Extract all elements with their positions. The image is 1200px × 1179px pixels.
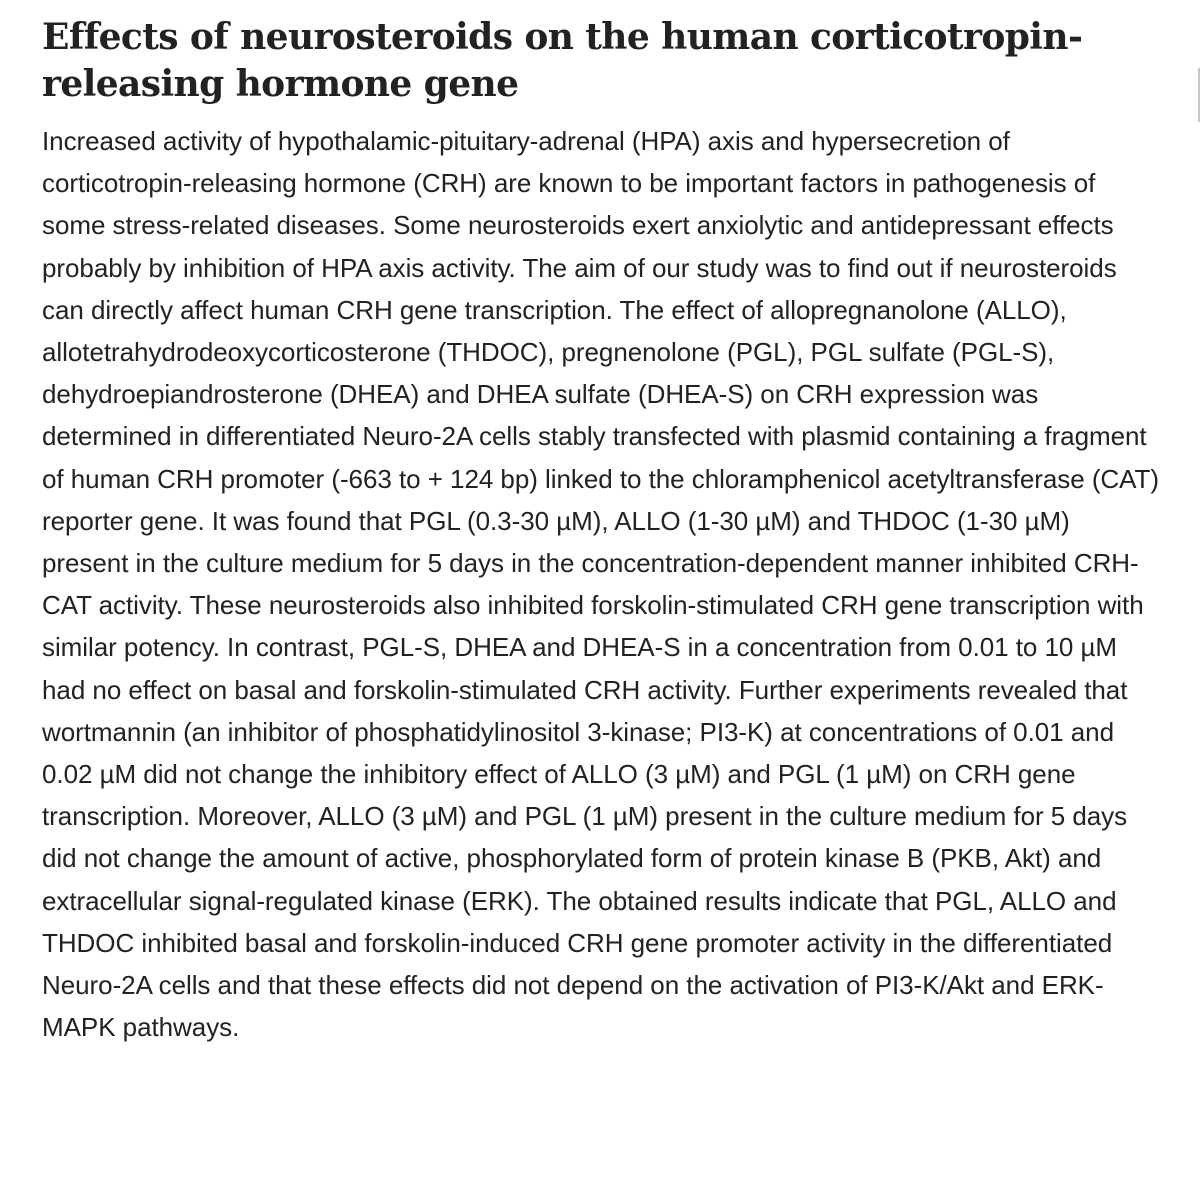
article — [42, 14, 1162, 1048]
article-abstract: Increased activity of hypothalamic-pituitary-adrenal (HPA) axis and hypersecretion of corticotropin-releasing hormone (CRH) are known to be important factors in pathogenesis of some stress-related diseases. Some neurosteroids exert anxiolytic and antidepressant effects probably by inhibition of HPA axis activity. The aim of our study was to find out if neurosteroids can directly affect human CRH gene transcription. The effect of allopregnanolone (ALLO), allotetrahydrodeoxycorticosterone (THDOC), pregnenolone (PGL), PGL sulfate (PGL-S), dehydroepiandrosterone (DHEA) and DHEA sulfate (DHEA-S) on CRH expression was determined in differentiated Neuro-2A cells stably transfected with plasmid containing a fragment of human CRH promoter (-663 to + 124 bp) linked to the chloramphenicol acetyltransferase (CAT) reporter gene. It was found that PGL (0.3-30 µM), ALLO (1-30 µM) and THDOC (1-30 µM) present in the culture medium for 5 days in the concentration-dependent manner inhibited CRH-CAT activity. These neurosteroids also inhibited forskolin-stimulated CRH gene transcription with similar potency. In contrast, PGL-S, DHEA and DHEA-S in a concentration from 0.01 to 10 µM had no effect on basal and forskolin-stimulated CRH activity. Further experiments revealed that wortmannin (an inhibitor of phosphatidylinositol 3-kinase; PI3-K) at concentrations of 0.01 and 0.02 µM did not change the inhibitory effect of ALLO (3 µM) and PGL (1 µM) on CRH gene transcription. Moreover, ALLO (3 µM) and PGL (1 µM) present in the culture medium for 5 days did not change the amount of active, phosphorylated form of protein kinase B (PKB, Akt) and extracellular signal-regulated kinase (ERK). The obtained results indicate that PGL, ALLO and THDOC inhibited basal and forskolin-induced CRH gene promoter activity in the differentiated Neuro-2A cells and that these effects did not depend on the activation of PI3-K/Akt and ERK-MAPK pathways. — [42, 126, 1159, 1043]
article-title: Effects of neurosteroids on the human corticotropin-releasing hormone gene — [42, 16, 1083, 105]
